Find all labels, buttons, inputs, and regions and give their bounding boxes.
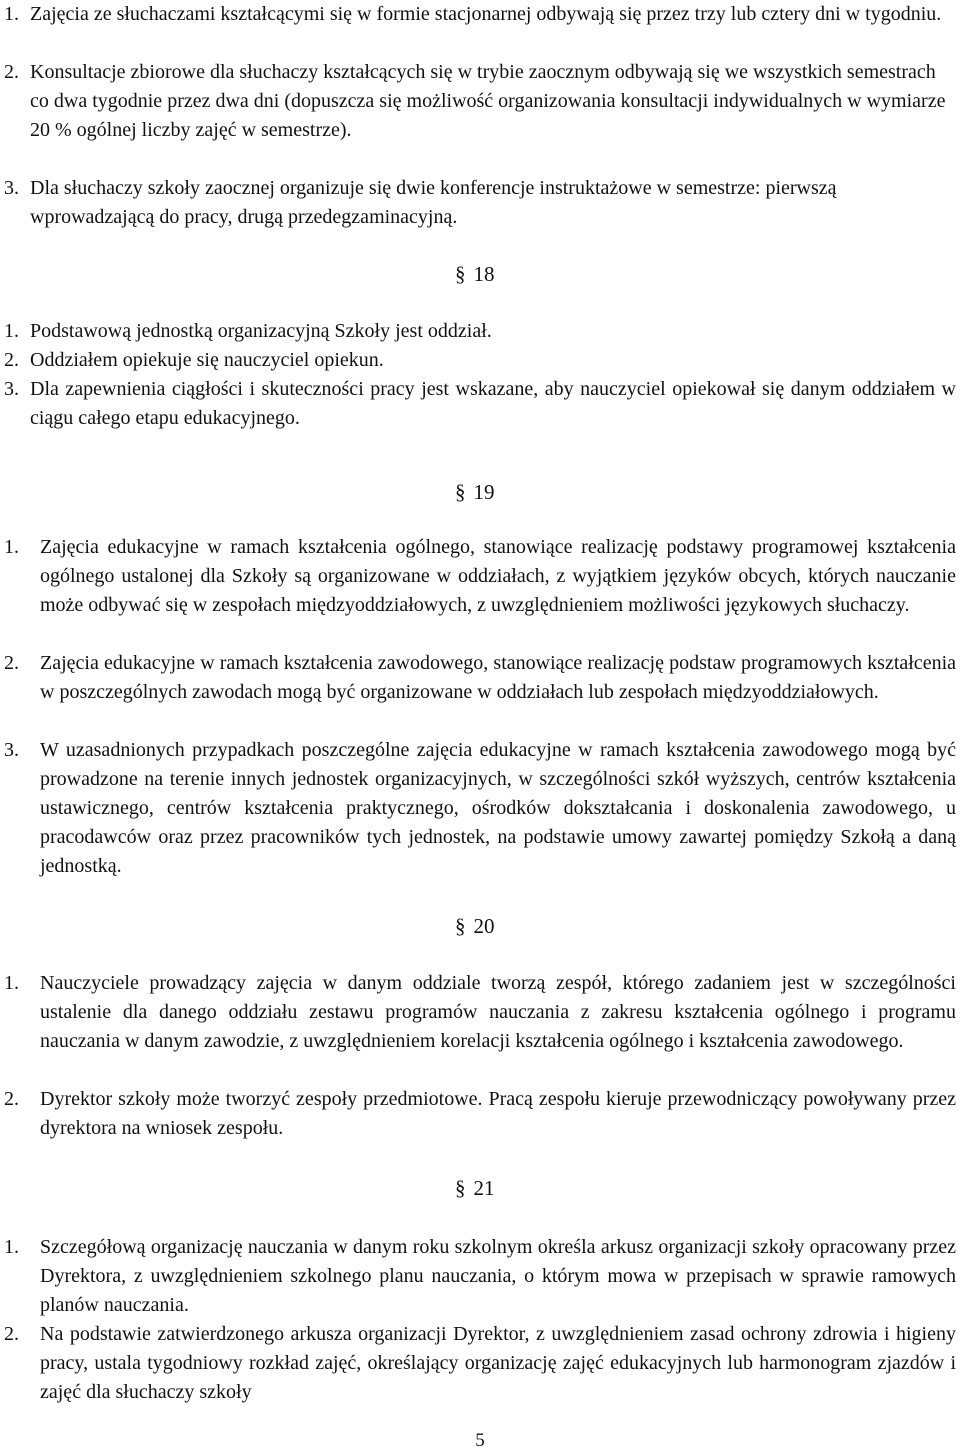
- item-number: 2.: [4, 1088, 19, 1110]
- item-number: 1.: [4, 1236, 19, 1258]
- list-item: [0, 346, 956, 375]
- item-number: 2.: [4, 349, 19, 371]
- section-number: 19: [473, 480, 495, 504]
- list-item: [0, 0, 956, 29]
- list-item: [0, 58, 956, 145]
- section-sign: §: [455, 1176, 466, 1200]
- item-number: 1.: [4, 536, 19, 558]
- item-text: W uzasadnionych przypadkach poszczególne zajęcia edukacyjne w ramach kształcenia zawodowego mogą być prowadzone na terenie innych jednostek organizacyjnych, w szczególności szkół wyższych, centrów kształcenia ustawicznego, centrów kształcenia praktycznego, ośrodków dokształcania i doskonalenia zawodowego, u pracodawców oraz przez pracowników tych jednostek, na podstawie umowy zawartej pomiędzy Szkołą a daną jednostką.: [40, 739, 956, 877]
- list-item: [0, 736, 956, 881]
- list-item: [0, 317, 956, 346]
- list-item: [0, 533, 956, 620]
- list-item: [0, 969, 956, 1056]
- section-sign: §: [455, 262, 466, 286]
- section-heading: [455, 1176, 495, 1200]
- page-number: 5: [475, 1430, 485, 1451]
- section-number: 21: [473, 1176, 495, 1200]
- item-text: Konsultacje zbiorowe dla słuchaczy kształcących się w trybie zaocznym odbywają się we wszystkich semestrach co dwa tygodnie przez dwa dni (dopuszcza się możliwość organizowania konsultacji indywidualnych w wymiarze 20 % ogólnej liczby zajęć w semestrze).: [30, 61, 946, 141]
- section-sign: §: [455, 480, 466, 504]
- list-item: [0, 649, 956, 707]
- item-text: Podstawową jednostką organizacyjną Szkoły jest oddział.: [30, 320, 492, 342]
- item-text: Nauczyciele prowadzący zajęcia w danym oddziale tworzą zespół, którego zadaniem jest w szczególności ustalenie dla danego oddziału zestawu programów nauczania z zakresu kształcenia ogólnego i programu nauczania w danym zawodzie, z uwzględnieniem korelacji kształcenia ogólnego i kształcenia zawodowego.: [40, 972, 956, 1052]
- item-number: 3.: [4, 739, 19, 761]
- list-item: [0, 174, 956, 232]
- section-sign: §: [455, 914, 466, 938]
- list-item: [0, 1320, 956, 1407]
- item-text: Dyrektor szkoły może tworzyć zespoły przedmiotowe. Pracą zespołu kieruje przewodniczący powoływany przez dyrektora na wniosek zespołu.: [40, 1088, 956, 1139]
- item-number: 1.: [4, 3, 19, 25]
- list-item: [0, 1233, 956, 1320]
- section-heading: [455, 914, 495, 938]
- item-text: Oddziałem opiekuje się nauczyciel opiekun.: [30, 349, 384, 371]
- item-text: Szczegółową organizację nauczania w danym roku szkolnym określa arkusz organizacji szkoły opracowany przez Dyrektora, z uwzględnieniem szkolnego planu nauczania, o którym mowa w przepisach w sprawie ramowych planów nauczania.: [40, 1236, 956, 1316]
- item-text: Zajęcia edukacyjne w ramach kształcenia zawodowego, stanowiące realizację podstaw programowych kształcenia w poszczególnych zawodach mogą być organizowane w oddziałach lub zespołach międzyoddziałowych.: [40, 652, 956, 703]
- section-heading: [455, 480, 495, 504]
- item-text: Zajęcia ze słuchaczami kształcącymi się w formie stacjonarnej odbywają się przez trzy lub cztery dni w tygodniu.: [30, 3, 942, 25]
- item-text: Dla słuchaczy szkoły zaocznej organizuje się dwie konferencje instruktażowe w semestrze: pierwszą wprowadzającą do pracy, drugą przedegzaminacyjną.: [30, 177, 837, 228]
- item-number: 2.: [4, 61, 19, 83]
- list-item: [0, 375, 956, 433]
- list-item: [0, 1085, 956, 1143]
- item-number: 1.: [4, 972, 19, 994]
- item-text: Zajęcia edukacyjne w ramach kształcenia ogólnego, stanowiące realizację podstawy programowej kształcenia ogólnego ustalonej dla Szkoły są organizowane w oddziałach, z wyjątkiem języków obcych, których nauczanie może odbywać się w zespołach międzyoddziałowych, z uwzględnieniem możliwości językowych słuchaczy.: [40, 536, 956, 616]
- section-number: 20: [473, 914, 495, 938]
- item-text: Na podstawie zatwierdzonego arkusza organizacji Dyrektor, z uwzględnieniem zasad ochrony zdrowia i higieny pracy, ustala tygodniowy rozkład zajęć, określający organizację zajęć edukacyjnych lub harmonogram zjazdów i zajęć dla słuchaczy szkoły: [40, 1323, 956, 1403]
- item-number: 2.: [4, 652, 19, 674]
- section-number: 18: [473, 262, 495, 286]
- item-text: Dla zapewnienia ciągłości i skuteczności pracy jest wskazane, aby nauczyciel opiekował się danym oddziałem w ciągu całego etapu edukacyjnego.: [30, 378, 956, 429]
- item-number: 3.: [4, 378, 19, 400]
- section-heading: [455, 262, 495, 286]
- item-number: 2.: [4, 1323, 19, 1345]
- item-number: 3.: [4, 177, 19, 199]
- item-number: 1.: [4, 320, 19, 342]
